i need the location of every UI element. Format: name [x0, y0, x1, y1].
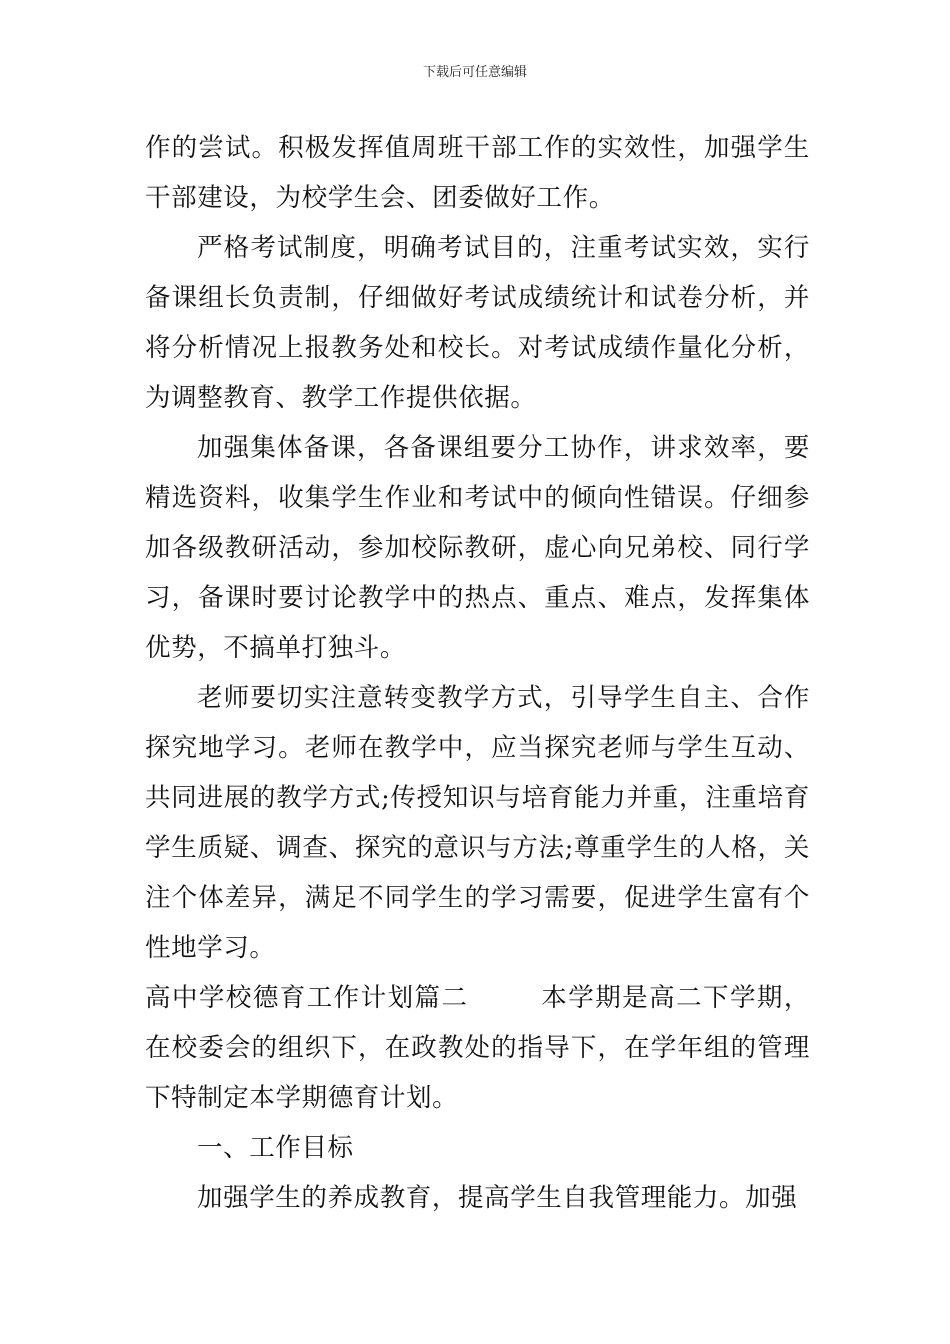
- document-body: [145, 123, 810, 1223]
- paragraph-student-cadres: 作的尝试。积极发挥值周班干部工作的实效性，加强学生干部建设，为校学生会、团委做好工作。: [145, 133, 810, 213]
- paragraph-teaching-methods: 老师要切实注意转变教学方式，引导学生自主、合作探究地学习。老师在教学中，应当探究老师与学生互动、共同进展的教学方式;传授知识与培育能力并重，注重培育学生质疑、调查、探究的意识与方法;尊重学生的人格，关注个体差异，满足不同学生的学习需要，促进学生富有个性地学习。: [145, 683, 810, 963]
- page-header-note: 下载后可任意编辑: [422, 65, 527, 80]
- section-intro-paragraph: [145, 973, 810, 1123]
- section-heading-work-goals: 一、工作目标: [197, 1133, 354, 1163]
- paragraph-habit-education: 加强学生的养成教育，提高学生自我管理能力。加强: [197, 1183, 798, 1213]
- section-intro: 本学期是高二下学期，在校委会的组织下，在政教处的指导下，在学年组的管理下特制定本学期德育计划。: [145, 983, 810, 1113]
- section-title: 高中学校德育工作计划篇二: [145, 983, 469, 1013]
- paragraph-collective-lesson-prep: 加强集体备课，各备课组要分工协作，讲求效率，要精选资料，收集学生作业和考试中的倾向性错误。仔细参加各级教研活动，参加校际教研，虚心向兄弟校、同行学习，备课时要讨论教学中的热点、重点、难点，发挥集体优势，不搞单打独斗。: [145, 433, 810, 663]
- paragraph-exam-system: 严格考试制度，明确考试目的，注重考试实效，实行备课组长负责制，仔细做好考试成绩统计和试卷分析，并将分析情况上报教务处和校长。对考试成绩作量化分析，为调整教育、教学工作提供依据。: [145, 233, 810, 413]
